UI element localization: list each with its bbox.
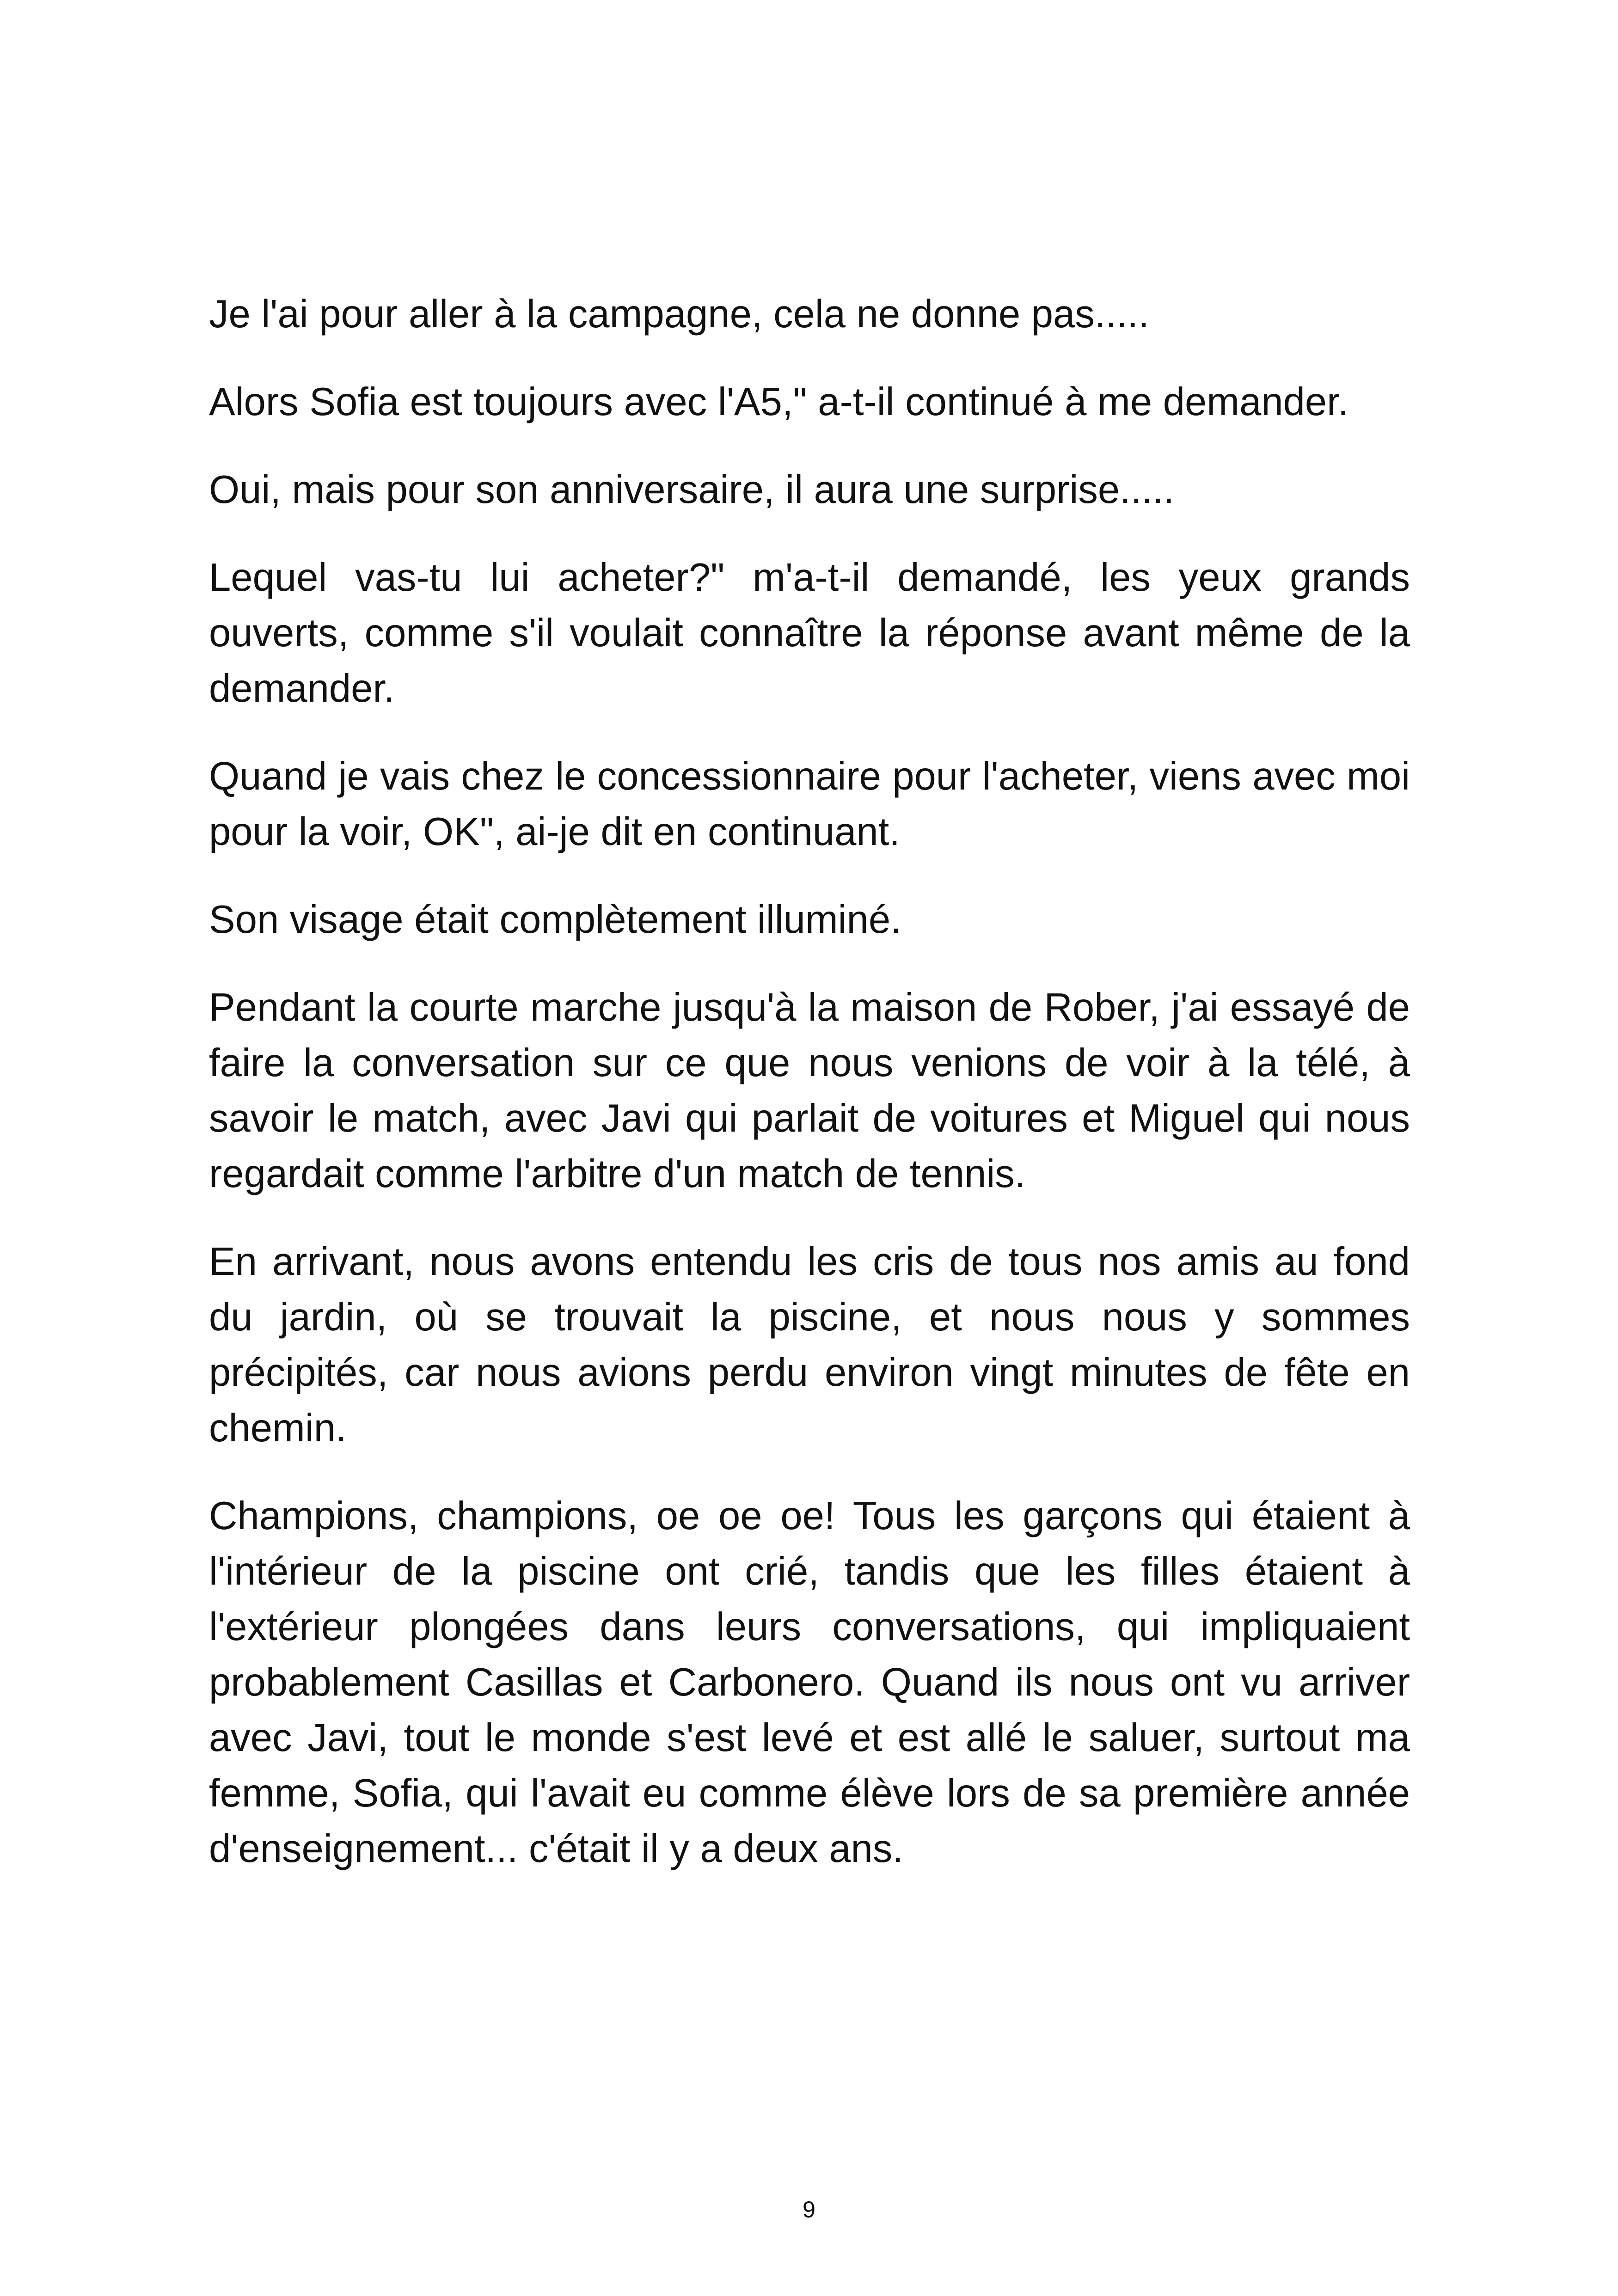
paragraph: Je l'ai pour aller à la campagne, cela ne donne pas..... <box>209 292 1149 336</box>
paragraph: Oui, mais pour son anniversaire, il aura une surprise..... <box>209 468 1175 512</box>
paragraph: Champions, champions, oe oe oe! Tous les garçons qui étaient à l'intérieur de la piscine ont crié, tandis que les filles étaient à l'extérieur plongées dans leurs conversations, qui impliquaient probablement Casillas et Carbonero. Quand ils nous ont vu arriver avec Javi, tout le monde s'est levé et est allé le saluer, surtout ma femme, Sofia, qui l'avait eu comme élève lors de sa première année d'enseignement... c'était il y a deux ans. <box>209 1494 1410 1871</box>
paragraph: En arrivant, nous avons entendu les cris de tous nos amis au fond du jardin, où se trouvait la piscine, et nous nous y sommes précipités, car nous avions perdu environ vingt minutes de fête en chemin. <box>209 1240 1410 1450</box>
paragraph: Lequel vas-tu lui acheter?" m'a-t-il demandé, les yeux grands ouverts, comme s'il voulait connaître la réponse avant même de la demander. <box>209 556 1410 710</box>
paragraph: Quand je vais chez le concessionnaire pour l'acheter, viens avec moi pour la voir, OK", ai-je dit en continuant. <box>209 754 1410 854</box>
paragraph: Pendant la courte marche jusqu'à la maison de Rober, j'ai essayé de faire la conversation sur ce que nous venions de voir à la télé, à savoir le match, avec Javi qui parlait de voitures et Miguel qui nous regardait comme l'arbitre d'un match de tennis. <box>209 986 1410 1196</box>
paragraph: Son visage était complètement illuminé. <box>209 898 901 942</box>
page-number: 9 <box>803 2197 815 2223</box>
text-body <box>209 287 1410 1909</box>
paragraph: Alors Sofia est toujours avec l'A5," a-t-il continué à me demander. <box>209 380 1349 424</box>
